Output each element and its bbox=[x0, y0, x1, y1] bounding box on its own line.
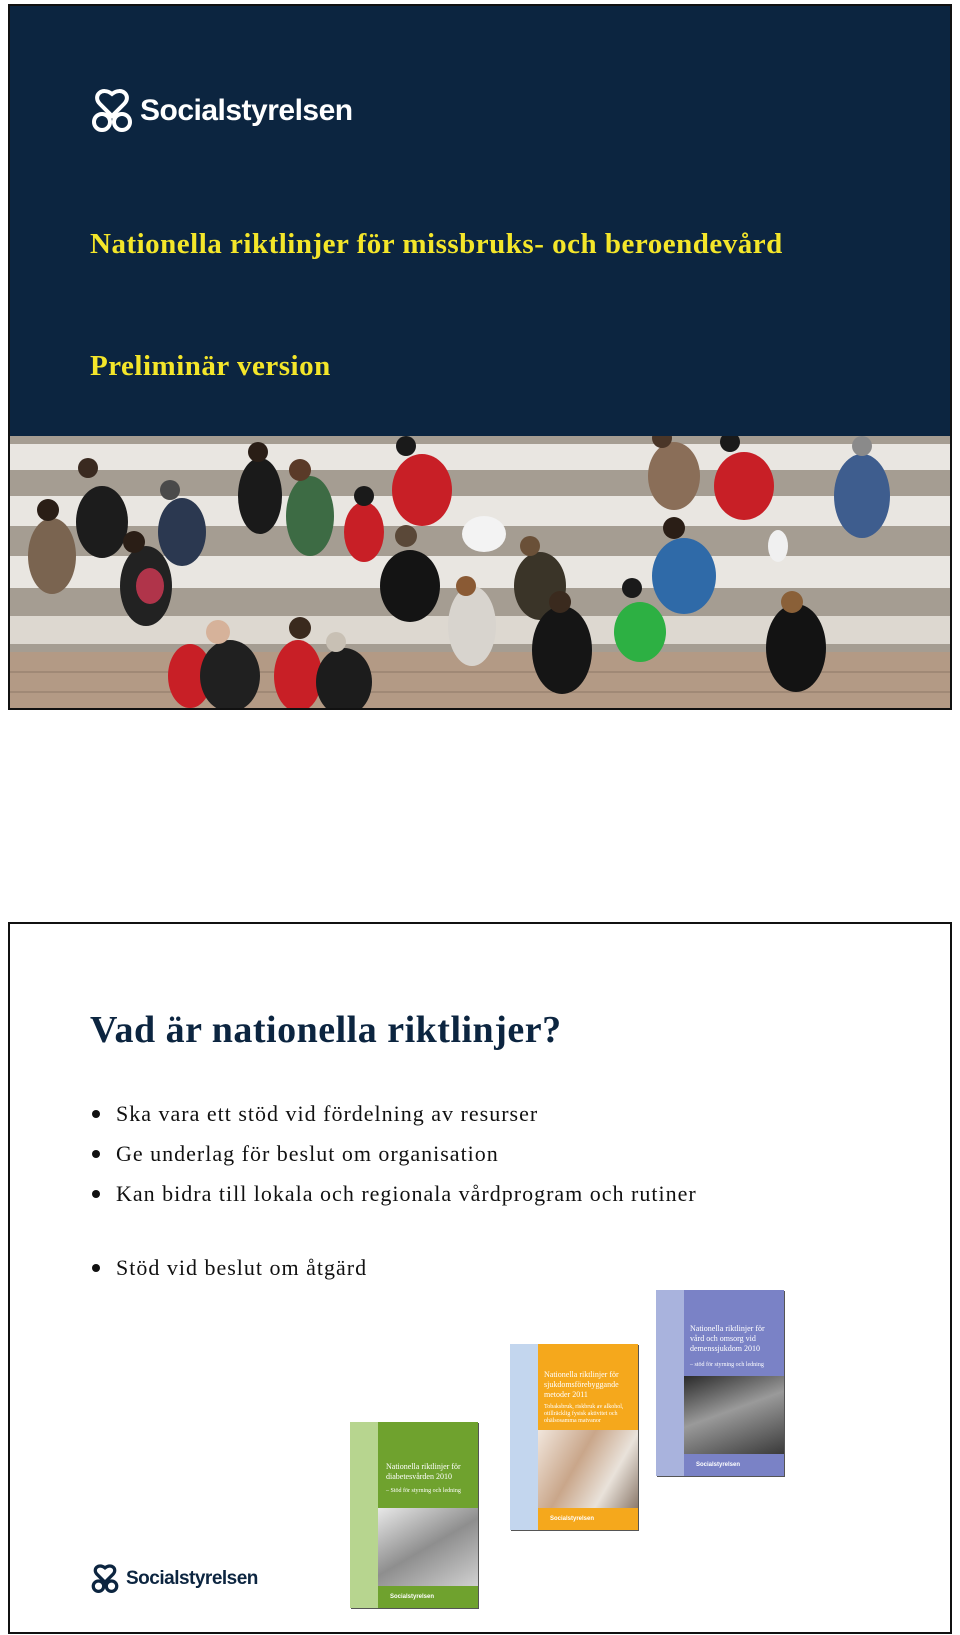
logo-text: Socialstyrelsen bbox=[126, 1568, 258, 1589]
bullet-item: Ska vara ett stöd vid fördelning av resurser bbox=[90, 1100, 780, 1128]
socialstyrelsen-logo bbox=[90, 1564, 258, 1594]
book-title: Nationella riktlinjer för diabetesvården 2010 bbox=[386, 1462, 461, 1481]
book-cover-prevention bbox=[510, 1344, 638, 1530]
slide-title: Nationella riktlinjer för missbruks- och beroendevård bbox=[90, 228, 783, 260]
slide-heading: Vad är nationella riktlinjer? bbox=[90, 1009, 562, 1051]
logo-text: Socialstyrelsen bbox=[140, 94, 353, 127]
bullet-item: Stöd vid beslut om åtgärd bbox=[90, 1254, 780, 1282]
book-photo bbox=[538, 1430, 638, 1508]
book-subtitle: – Stöd för styrning och ledning bbox=[386, 1488, 461, 1494]
socialstyrelsen-logo bbox=[90, 88, 353, 134]
socialstyrelsen-emblem-icon bbox=[90, 88, 134, 134]
title-slide bbox=[8, 4, 952, 710]
book-logo: Socialstyrelsen bbox=[390, 1594, 435, 1600]
book-title: Nationella riktlinjer för sjukdomsförebyggande metoder 2011 bbox=[544, 1370, 619, 1399]
book-photo bbox=[684, 1376, 784, 1454]
crowd-photo bbox=[10, 436, 950, 708]
book-subtitle: Tobaksbruk, riskbruk av alkohol, otillräcklig fysisk aktivitet och ohälsosamma matvanor bbox=[544, 1404, 624, 1424]
book-photo bbox=[378, 1508, 478, 1586]
socialstyrelsen-emblem-icon bbox=[90, 1564, 120, 1594]
book-subtitle: – stöd för styrning och ledning bbox=[690, 1362, 764, 1368]
bullet-list bbox=[90, 1100, 780, 1294]
bullet-item: Kan bidra till lokala och regionala vårdprogram och rutiner bbox=[90, 1180, 780, 1208]
slide-subtitle: Preliminär version bbox=[90, 350, 331, 382]
content-slide bbox=[8, 922, 952, 1634]
book-logo: Socialstyrelsen bbox=[550, 1516, 595, 1522]
bullet-item: Ge underlag för beslut om organisation bbox=[90, 1140, 780, 1168]
book-logo: Socialstyrelsen bbox=[696, 1462, 741, 1468]
book-cover-diabetes bbox=[350, 1422, 478, 1608]
book-cover-dementia bbox=[656, 1290, 784, 1476]
book-title: Nationella riktlinjer för vård och omsorg vid demenssjukdom 2010 bbox=[690, 1324, 765, 1353]
